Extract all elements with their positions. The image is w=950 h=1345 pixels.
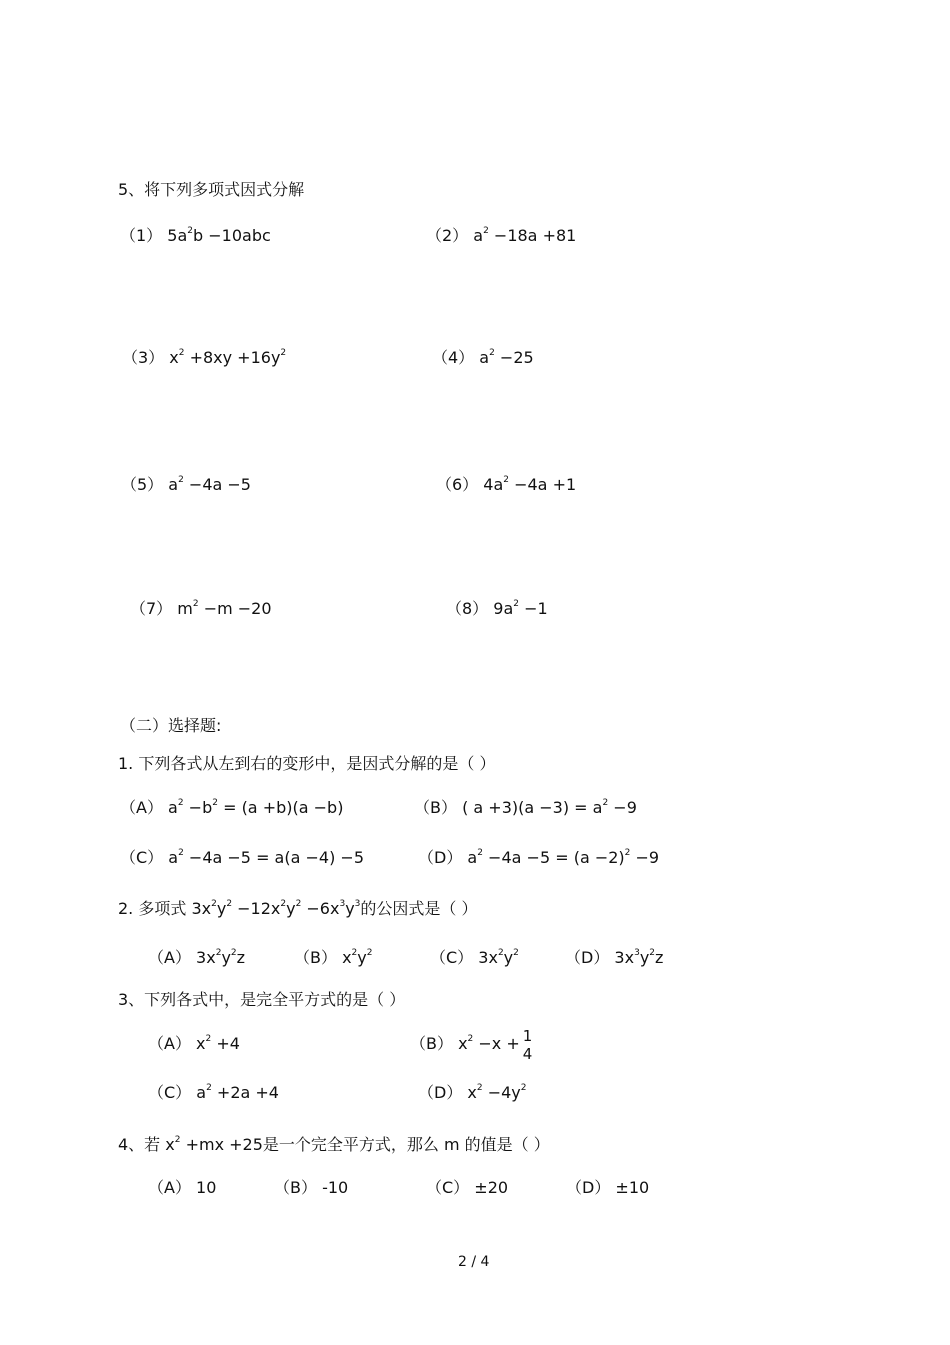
q2-option-b: [294, 948, 372, 968]
exponent: 2: [497, 948, 504, 958]
exponent: 2: [477, 848, 483, 858]
item-label: （5）: [121, 475, 164, 494]
factor-item-4: [432, 348, 534, 368]
option-label: （B）: [410, 1034, 453, 1053]
q1-option-b: [414, 798, 637, 818]
option-label: （D）: [418, 848, 463, 867]
option-label: （A）: [120, 798, 163, 817]
exponent: 2: [624, 848, 631, 858]
question-2-stem: [118, 899, 477, 919]
option-label: （C）: [120, 848, 164, 867]
question-4-stem: [118, 1135, 550, 1155]
item-expression: $5a^2b -10abc$: [167, 226, 271, 245]
exponent: 2: [177, 798, 184, 808]
factor-item-3: [122, 348, 286, 368]
stem-prefix: 4、若: [118, 1135, 161, 1154]
exponent: 2: [226, 899, 233, 909]
option-label: （C）: [430, 948, 474, 967]
item-expression: $a^2 -25$: [479, 348, 534, 367]
option-value: ±20: [474, 1178, 509, 1197]
option-expression: $a^2 -4a -5 = a(a -4) -5$: [168, 848, 364, 867]
factor-item-7: [130, 599, 272, 619]
option-value: ±10: [615, 1178, 650, 1197]
factor-item-5: [121, 475, 251, 495]
option-label: （C）: [148, 1083, 192, 1102]
option-label: （B）: [274, 1178, 317, 1197]
exponent: 3: [634, 948, 640, 958]
option-expression: $x^2 -x$ +: [458, 1034, 520, 1053]
stem-suffix: 是一个完全平方式，那么 m 的值是（ ）: [262, 1135, 550, 1154]
exponent: 2: [602, 798, 609, 808]
exponent: 2: [513, 599, 519, 609]
q4-option-d: [566, 1178, 649, 1198]
option-label: （D）: [565, 948, 610, 967]
option-label: （A）: [148, 948, 191, 967]
option-expression: $3x^3y^2z$: [614, 948, 664, 967]
fraction: [522, 1027, 534, 1063]
exponent: 2: [520, 1083, 527, 1093]
exponent: 2: [187, 226, 193, 236]
stem-expression: $x^2 +mx +25$: [165, 1135, 263, 1154]
item-expression: $4a^2 -4a +1$: [483, 475, 577, 494]
option-label: （B）: [414, 798, 457, 817]
item-expression: $a^2 -18a +81$: [473, 226, 577, 245]
exponent: 2: [483, 226, 489, 236]
exponent: 2: [192, 599, 199, 609]
item-expression: $a^2 -4a -5$: [168, 475, 251, 494]
option-value: -10: [322, 1178, 349, 1197]
stem-expression: $3x^2y^2 -12x^2y^2 -6x^3y^3$: [191, 899, 361, 918]
section-5-title: 5、将下列多项式因式分解: [118, 180, 305, 199]
exponent: 2: [205, 1034, 212, 1044]
option-expression: $a^2 -b^2 = (a +b)(a -b)$: [168, 798, 344, 817]
q1-option-d: [418, 848, 659, 868]
exponent: 2: [178, 348, 185, 358]
exponent: 2: [476, 1083, 483, 1093]
option-label: （D）: [566, 1178, 611, 1197]
q3-option-a: [148, 1034, 240, 1054]
page-number: 2 / 4: [458, 1254, 490, 1270]
q2-option-d: [565, 948, 663, 968]
q3-option-d: [418, 1083, 527, 1103]
factor-item-2: [426, 226, 576, 246]
option-label: （A）: [148, 1034, 191, 1053]
option-expression: $3x^2y^2$: [478, 948, 519, 967]
exponent: 2: [649, 948, 656, 958]
exponent: 2: [513, 948, 519, 958]
factor-item-6: [436, 475, 576, 495]
exponent: 2: [178, 848, 184, 858]
exponent: 2: [174, 1135, 181, 1145]
q3-option-b: [410, 1024, 533, 1064]
option-expression: $3x^2y^2z$: [196, 948, 246, 967]
item-label: （7）: [130, 599, 173, 618]
q4-option-b: [274, 1178, 348, 1198]
option-label: （D）: [418, 1083, 463, 1102]
option-expression: $x^2 +4$: [196, 1034, 240, 1053]
item-label: （3）: [122, 348, 165, 367]
exponent: 2: [366, 948, 373, 958]
option-label: （C）: [426, 1178, 470, 1197]
item-expression: $9a^2 -1$: [493, 599, 548, 618]
exponent: 2: [280, 348, 287, 358]
item-label: （2）: [426, 226, 469, 245]
exponent: 2: [295, 899, 302, 909]
q4-option-a: [148, 1178, 216, 1198]
exponent: 3: [354, 899, 361, 909]
item-expression: $x^2 +8xy +16y^2$: [169, 348, 287, 367]
exponent: 2: [280, 899, 287, 909]
fraction-denominator: 4: [522, 1044, 533, 1063]
option-expression: $a^2 +2a +4$: [196, 1083, 279, 1102]
factor-item-8: [446, 599, 548, 619]
q3-option-c: [148, 1083, 279, 1103]
item-expression: $m^2 -m -20$: [177, 599, 272, 618]
factor-item-1: [120, 226, 271, 246]
q1-option-a: [120, 798, 343, 818]
fraction-numerator: 1: [522, 1026, 533, 1045]
item-label: （4）: [432, 348, 475, 367]
exponent: 2: [211, 899, 217, 909]
option-value: 10: [196, 1178, 217, 1197]
choice-heading: （二）选择题:: [120, 716, 222, 735]
option-expression: $x^2y^2$: [342, 948, 373, 967]
option-expression: $x^2 -4y^2$: [467, 1083, 527, 1102]
stem-prefix: 2. 多项式: [118, 899, 187, 918]
exponent: 2: [467, 1034, 474, 1044]
q2-option-c: [430, 948, 519, 968]
exponent: 2: [212, 798, 218, 808]
exponent: 2: [206, 1083, 212, 1093]
exponent: 2: [489, 348, 495, 358]
exponent: 2: [503, 475, 509, 485]
exponent: 2: [230, 948, 237, 958]
exponent: 3: [339, 899, 346, 909]
q2-option-a: [148, 948, 245, 968]
exponent: 2: [215, 948, 222, 958]
question-1-stem: 1. 下列各式从左到右的变形中，是因式分解的是（ ）: [118, 754, 496, 773]
exponent: 2: [178, 475, 184, 485]
q4-option-c: [426, 1178, 508, 1198]
item-label: （8）: [446, 599, 489, 618]
option-label: （B）: [294, 948, 337, 967]
option-expression: ( $a +3)(a -3) = a^2 -9$: [462, 798, 637, 817]
question-3-stem: 3、下列各式中，是完全平方式的是（ ）: [118, 990, 406, 1009]
stem-suffix: 的公因式是（ ）: [360, 899, 478, 918]
item-label: （1）: [120, 226, 163, 245]
option-label: （A）: [148, 1178, 191, 1197]
q1-option-c: [120, 848, 364, 868]
exponent: 2: [351, 948, 358, 958]
item-label: （6）: [436, 475, 479, 494]
option-expression: $a^2 -4a -5 = (a -2)^2 -9$: [467, 848, 660, 867]
